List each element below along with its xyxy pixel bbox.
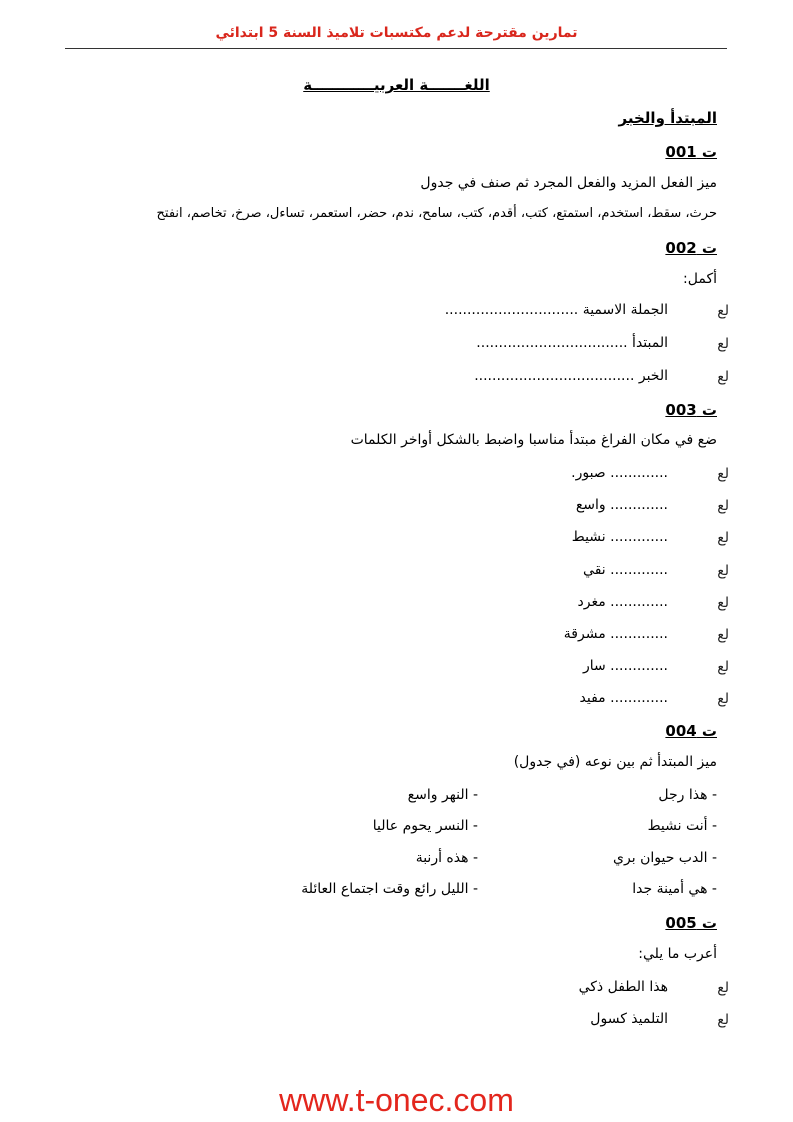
exercise-1-heading: ت 001	[665, 143, 717, 161]
lesson-title: المبتدأ والخبر	[618, 109, 717, 127]
exercise-2-instruction: أكمل:	[683, 271, 717, 287]
bullet-icon: ﻟﻊ	[717, 303, 729, 319]
bullet-icon: ﻟﻊ	[717, 980, 729, 996]
exercise-4-sentence: - أنت نشيط	[647, 818, 717, 834]
exercise-3-item: ............. نشيط	[571, 529, 668, 545]
bullet-icon: ﻟﻊ	[717, 466, 729, 482]
exercise-4-sentence: - هذه أرنبة	[415, 850, 478, 866]
exercise-4-sentence: - الدب حيوان بري	[613, 850, 717, 866]
exercise-3-item: ............. مفيد	[579, 690, 668, 706]
exercise-1-instruction: ميز الفعل المزيد والفعل المجرد ثم صنف في جدول	[420, 175, 717, 191]
exercise-1-word-list: حرث، سقط، استخدم، استمتع، كتب، أقدم، كتب، سامح، ندم، حضر، استعمر، تساءل، صرخ، تخاصم، انفتح	[156, 206, 717, 221]
exercise-3-item: ............. سار	[582, 658, 668, 674]
bullet-icon: ﻟﻊ	[717, 595, 729, 611]
exercise-4-sentence: - الليل رائع وقت اجتماع العائلة	[301, 881, 478, 897]
exercise-2-heading: ت 002	[665, 239, 717, 257]
exercise-3-item: ............. واسع	[575, 497, 668, 513]
header-divider	[65, 48, 727, 49]
bullet-icon: ﻟﻊ	[717, 691, 729, 707]
bullet-icon: ﻟﻊ	[717, 336, 729, 352]
exercise-4-sentence: - هي أمينة جدا	[632, 881, 717, 897]
exercise-3-instruction: ضع في مكان الفراغ مبتدأ مناسبا واضبط بالشكل أواخر الكلمات	[350, 432, 717, 448]
exercise-5-item: هذا الطفل ذكي	[578, 979, 668, 995]
footer-website-link[interactable]: www.t-onec.com	[279, 1082, 514, 1118]
exercise-4-instruction: ميز المبتدأ ثم بين نوعه (في جدول)	[513, 754, 717, 770]
exercise-2-item: الجملة الاسمية ..............................	[444, 302, 668, 318]
exercise-5-heading: ت 005	[665, 914, 717, 932]
bullet-icon: ﻟﻊ	[717, 498, 729, 514]
exercise-4-sentence: - النسر يحوم عاليا	[372, 818, 478, 834]
exercise-4-sentence: - هذا رجل	[658, 787, 717, 803]
bullet-icon: ﻟﻊ	[717, 563, 729, 579]
exercise-5-instruction: أعرب ما يلي:	[638, 946, 717, 962]
bullet-icon: ﻟﻊ	[717, 627, 729, 643]
exercise-3-item: ............. مشرقة	[563, 626, 668, 642]
exercise-3-item: ............. نقي	[583, 562, 668, 578]
bullet-icon: ﻟﻊ	[717, 1012, 729, 1028]
exercise-4-heading: ت 004	[665, 722, 717, 740]
exercise-3-item: ............. صبور.	[571, 465, 668, 481]
exercise-3-heading: ت 003	[665, 401, 717, 419]
bullet-icon: ﻟﻊ	[717, 659, 729, 675]
bullet-icon: ﻟﻊ	[717, 369, 729, 385]
exercise-4-sentence: - النهر واسع	[407, 787, 478, 803]
exercise-3-item: ............. مغرد	[577, 594, 668, 610]
bullet-icon: ﻟﻊ	[717, 530, 729, 546]
exercise-5-item: التلميذ كسول	[590, 1011, 668, 1027]
exercise-2-item: الخبر ....................................	[474, 368, 668, 384]
subject-title: اللغـــــــة العربيــــــــــــة	[303, 76, 490, 94]
exercise-2-item: المبتدأ ..................................	[476, 335, 668, 351]
header-title: تمارين مقترحة لدعم مكتسبات تلاميذ السنة 5 ابتدائي	[215, 25, 578, 41]
